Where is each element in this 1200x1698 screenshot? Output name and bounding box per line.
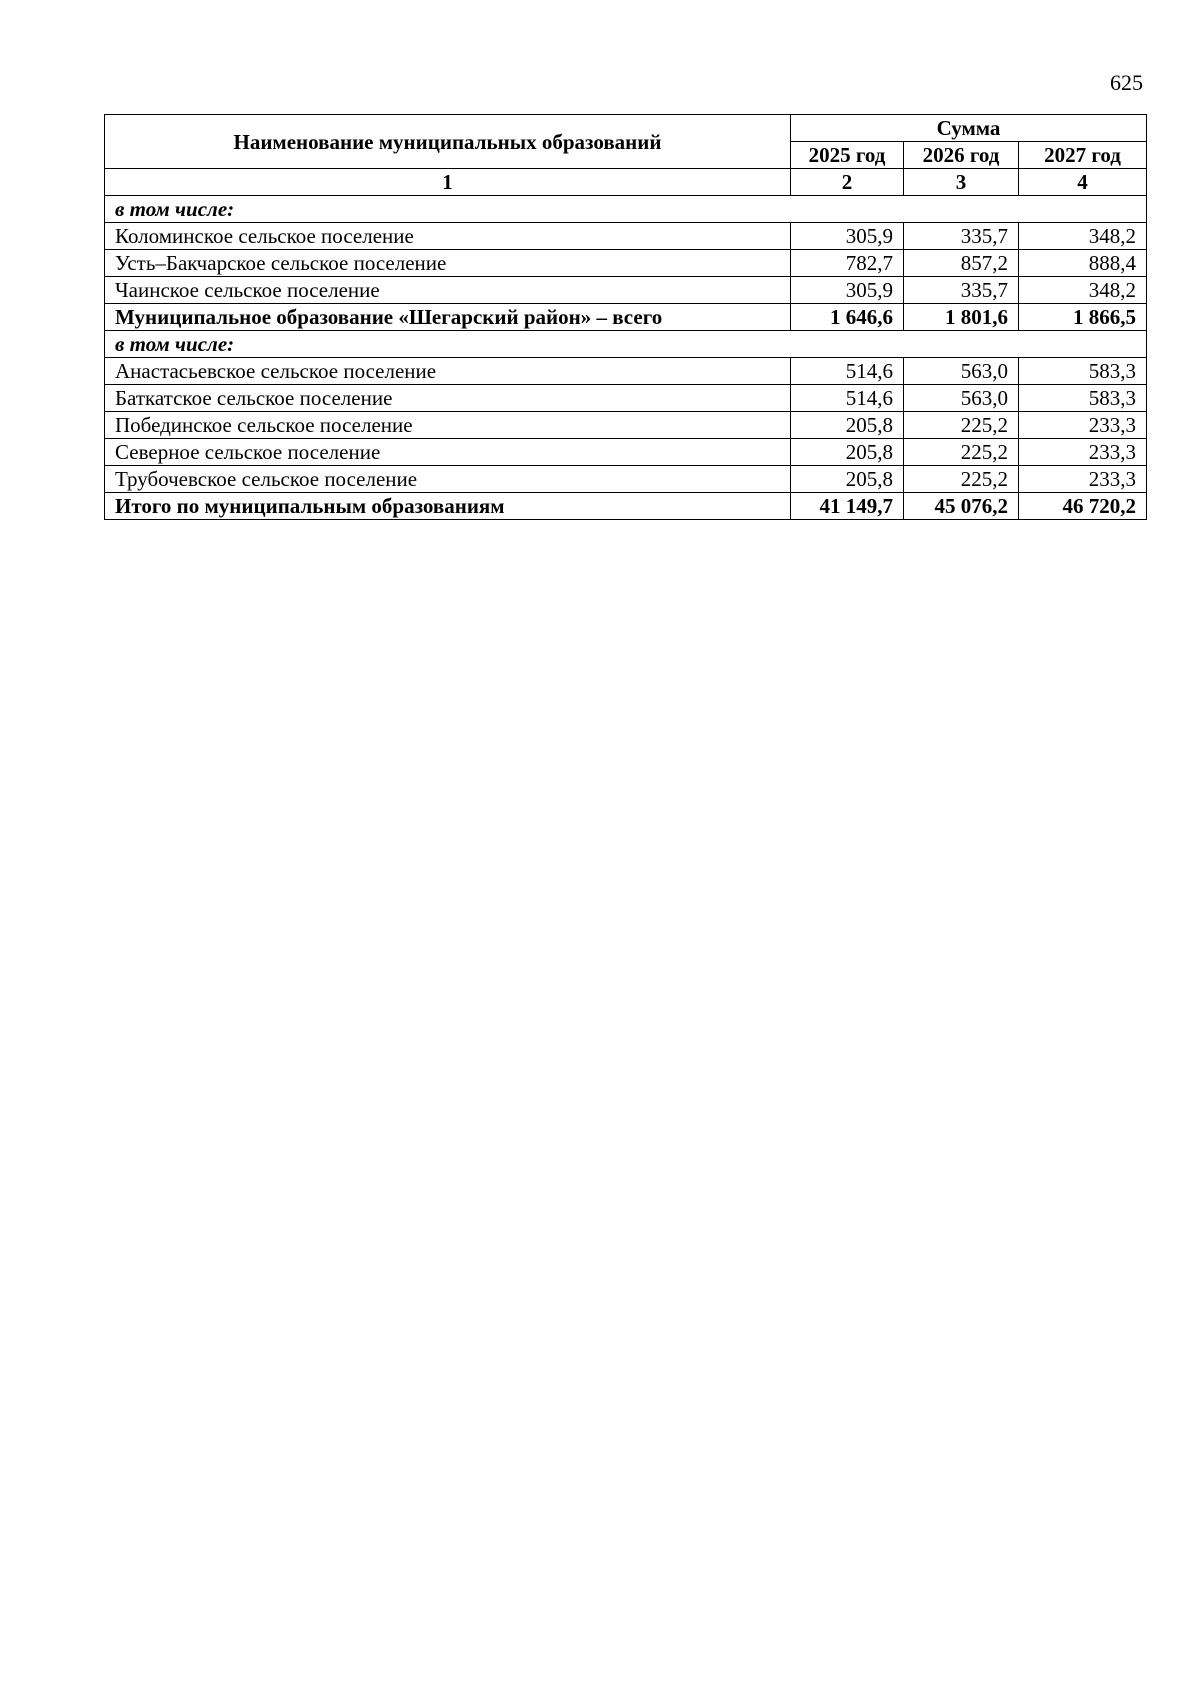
row-name: Коломинское сельское поселение	[105, 223, 791, 250]
header-year-2027: 2027 год	[1019, 142, 1147, 169]
header-sum-group: Сумма	[791, 115, 1147, 142]
row-value-2025: 514,6	[791, 385, 904, 412]
row-name: Баткатское сельское поселение	[105, 385, 791, 412]
header-year-2026: 2026 год	[904, 142, 1019, 169]
row-value-2026: 225,2	[904, 412, 1019, 439]
row-name: Северное сельское поселение	[105, 439, 791, 466]
row-value-2026: 225,2	[904, 439, 1019, 466]
column-number-4: 4	[1019, 169, 1147, 196]
row-value-2027: 583,3	[1019, 358, 1147, 385]
row-value-2027: 348,2	[1019, 277, 1147, 304]
row-value-2027: 233,3	[1019, 412, 1147, 439]
row-name: Побединское сельское поселение	[105, 412, 791, 439]
row-value-2025: 41 149,7	[791, 493, 904, 520]
table-row-total	[105, 304, 1147, 331]
row-value-2025: 305,9	[791, 277, 904, 304]
table-row	[105, 223, 1147, 250]
table-row	[105, 277, 1147, 304]
row-name: Трубочевское сельское поселение	[105, 466, 791, 493]
row-value-2026: 45 076,2	[904, 493, 1019, 520]
table-row	[105, 466, 1147, 493]
column-number-3: 3	[904, 169, 1019, 196]
table-row	[105, 439, 1147, 466]
row-value-2026: 1 801,6	[904, 304, 1019, 331]
table-row-grand-total	[105, 493, 1147, 520]
row-value-2027: 233,3	[1019, 439, 1147, 466]
table-row	[105, 250, 1147, 277]
column-number-2: 2	[791, 169, 904, 196]
table-row	[105, 412, 1147, 439]
row-value-2025: 305,9	[791, 223, 904, 250]
row-value-2025: 205,8	[791, 466, 904, 493]
row-name: Анастасьевское сельское поселение	[105, 358, 791, 385]
section-label: в том числе:	[105, 331, 1147, 358]
table-row	[105, 358, 1147, 385]
row-name: Муниципальное образование «Шегарский район» – всего	[105, 304, 791, 331]
row-name: Чаинское сельское поселение	[105, 277, 791, 304]
row-value-2027: 1 866,5	[1019, 304, 1147, 331]
row-value-2026: 857,2	[904, 250, 1019, 277]
row-value-2026: 335,7	[904, 277, 1019, 304]
table-body	[105, 196, 1147, 520]
table-header	[105, 115, 1147, 196]
header-year-2025: 2025 год	[791, 142, 904, 169]
row-value-2026: 335,7	[904, 223, 1019, 250]
row-value-2026: 225,2	[904, 466, 1019, 493]
row-value-2027: 233,3	[1019, 466, 1147, 493]
row-value-2025: 205,8	[791, 412, 904, 439]
row-name: Итого по муниципальным образованиям	[105, 493, 791, 520]
row-value-2027: 46 720,2	[1019, 493, 1147, 520]
column-number-1: 1	[105, 169, 791, 196]
row-value-2025: 514,6	[791, 358, 904, 385]
row-value-2027: 888,4	[1019, 250, 1147, 277]
page-number: 625	[1110, 70, 1143, 95]
row-value-2026: 563,0	[904, 358, 1019, 385]
row-value-2025: 1 646,6	[791, 304, 904, 331]
row-value-2027: 348,2	[1019, 223, 1147, 250]
table-row	[105, 385, 1147, 412]
row-value-2027: 583,3	[1019, 385, 1147, 412]
section-label: в том числе:	[105, 196, 1147, 223]
table-row-section	[105, 331, 1147, 358]
header-name-column: Наименование муниципальных образований	[105, 115, 791, 169]
row-value-2025: 205,8	[791, 439, 904, 466]
row-value-2025: 782,7	[791, 250, 904, 277]
row-name: Усть–Бакчарское сельское поселение	[105, 250, 791, 277]
budget-table	[104, 114, 1147, 520]
table-row-section	[105, 196, 1147, 223]
row-value-2026: 563,0	[904, 385, 1019, 412]
